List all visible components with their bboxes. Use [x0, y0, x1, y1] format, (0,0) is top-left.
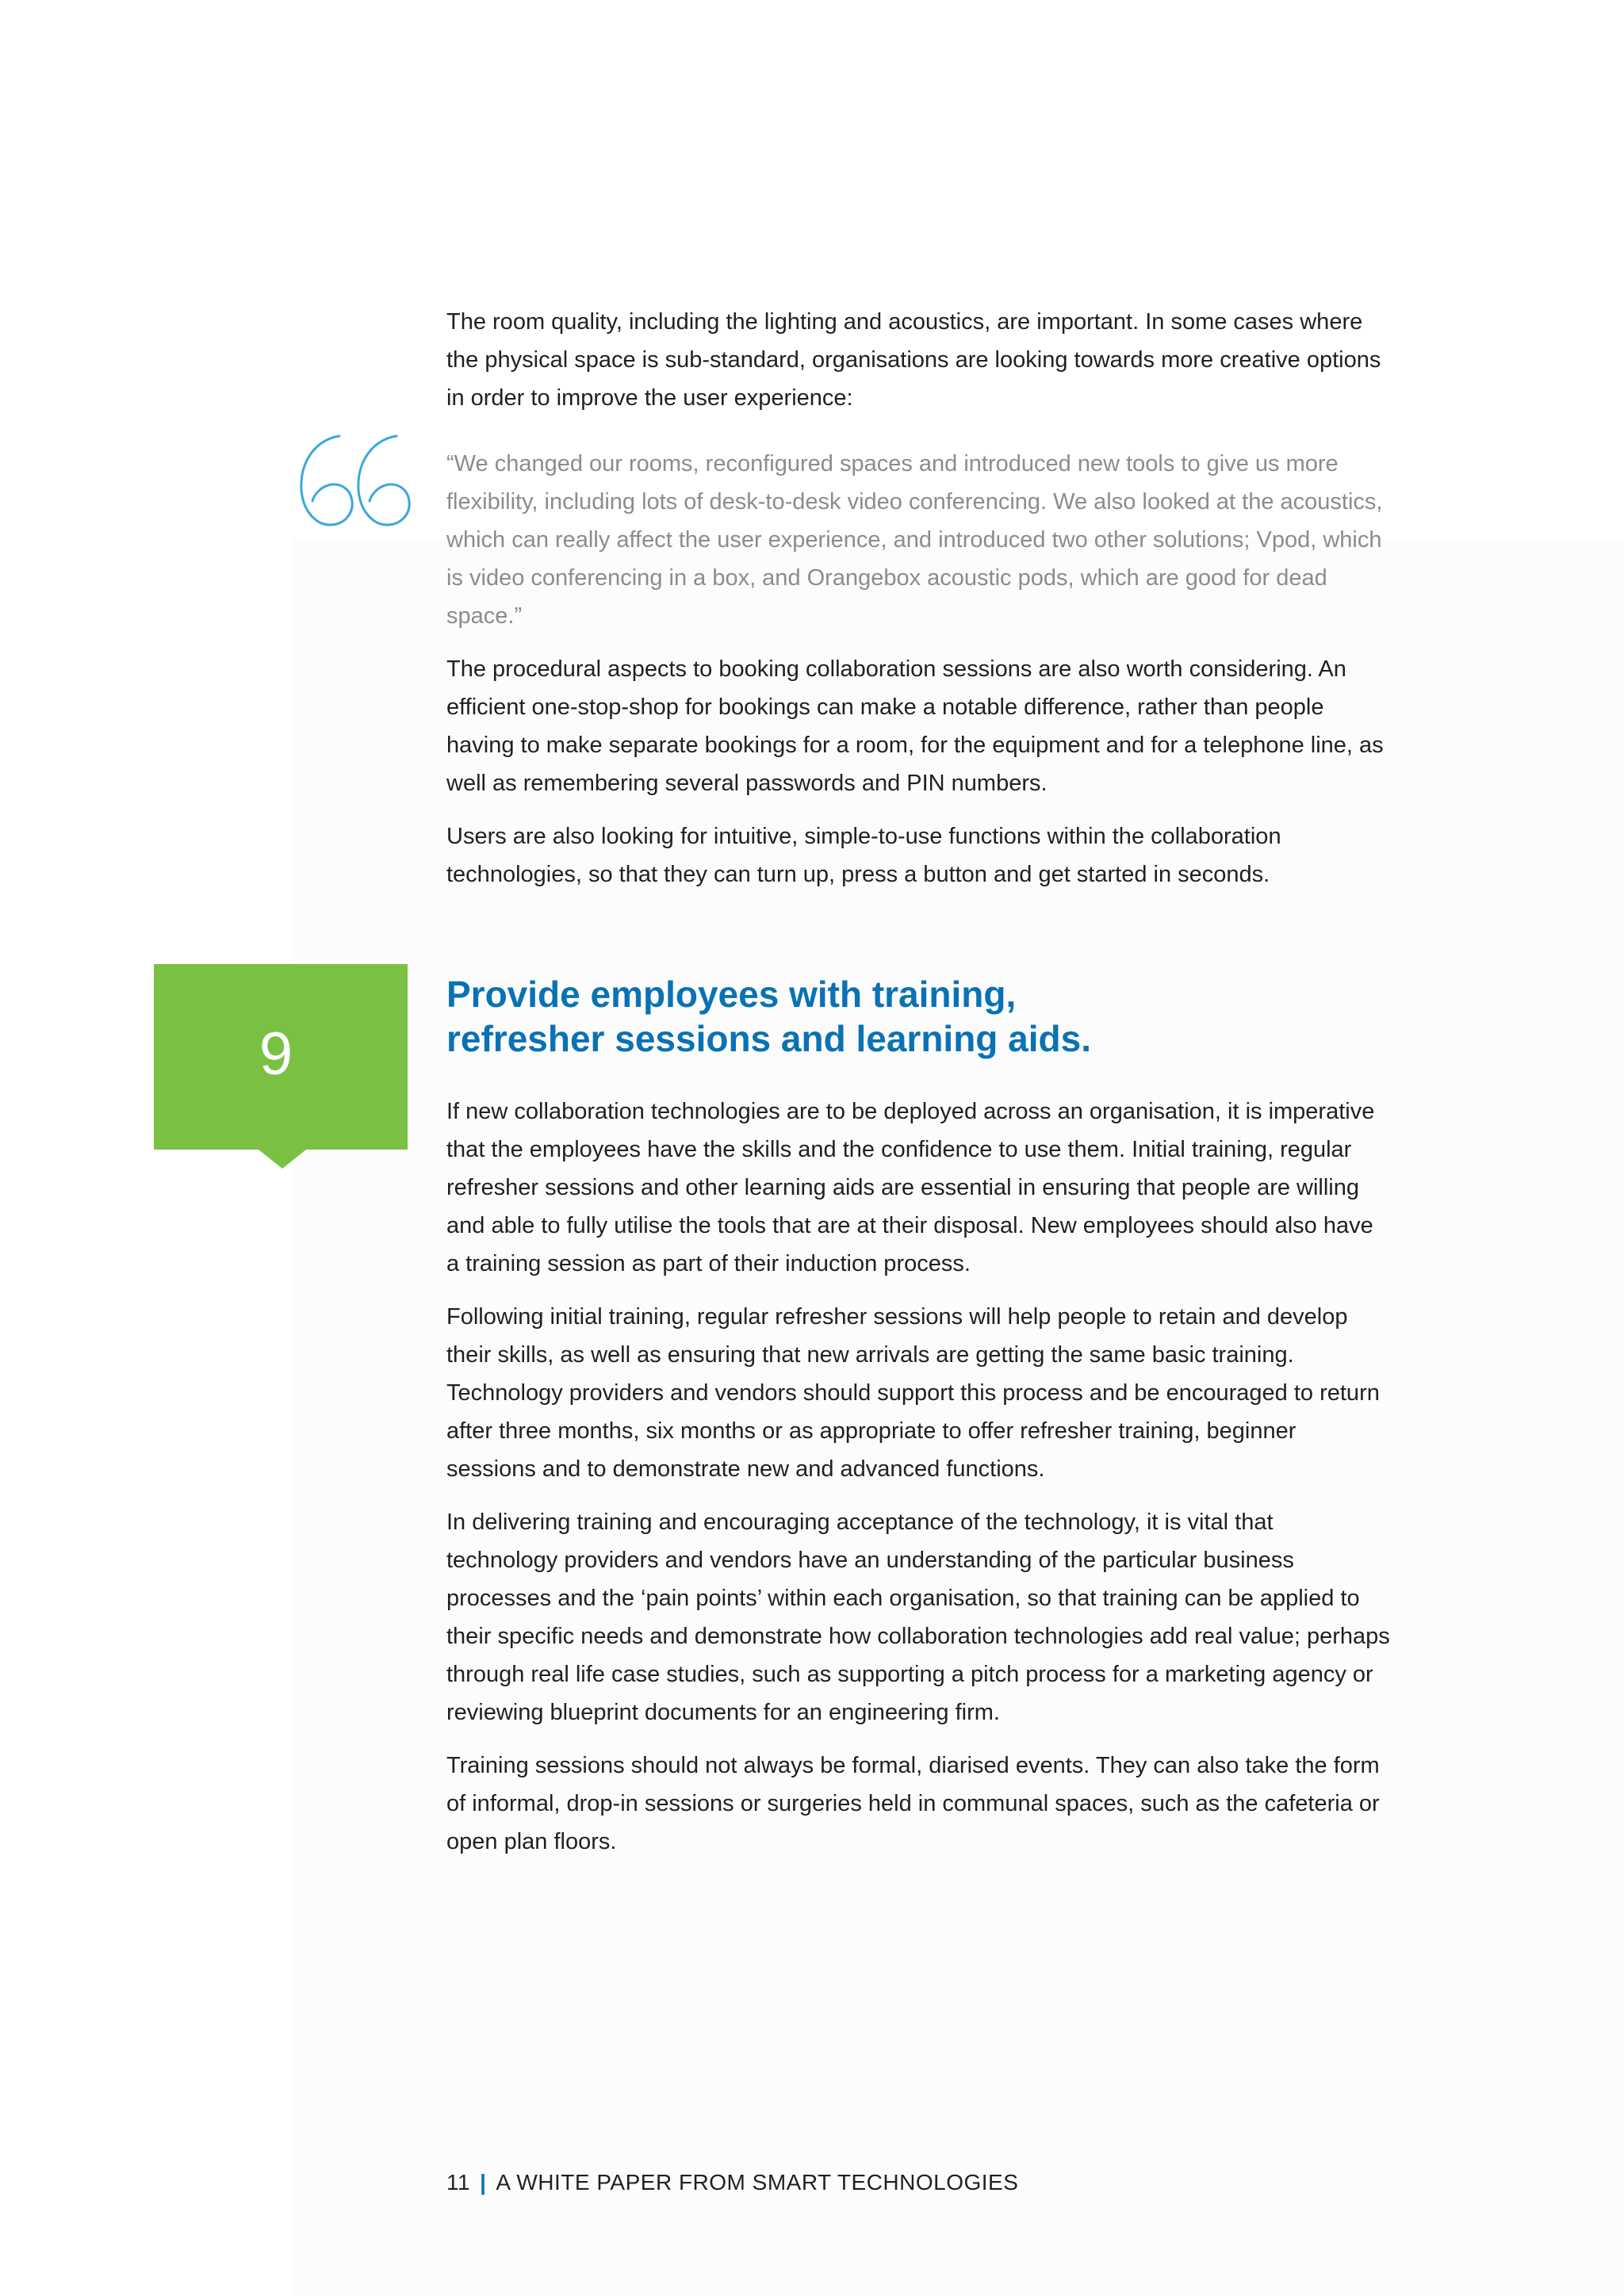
- body-paragraph: Users are also looking for intuitive, simple-to-use functions within the collaboration technologies, so that they can turn up, press a button and get started in seconds.: [446, 824, 1281, 887]
- section-number-badge: [154, 964, 408, 1150]
- section-heading: [446, 972, 1390, 1061]
- section-badge-pointer: [259, 1150, 306, 1169]
- intro-paragraph: The room quality, including the lighting and acoustics, are important. In some cases where the physical space is sub-standard, organisations are looking towards more creative options in order to improve the user experience:: [446, 309, 1381, 411]
- pull-quote: “We changed our rooms, reconfigured spaces and introduced new tools to give us more flexibility, including lots of desk-to-desk video conferencing. We also looked at the acoustics, which can really affect the user experience, and introduced two other solutions; Vpod, which is video conferencing in a box, and Orangebox acoustic pods, which are good for dead space.”: [446, 451, 1383, 629]
- section-content: [446, 1093, 1390, 1876]
- section-paragraph: If new collaboration technologies are to be deployed across an organisation, it is imperative that the employees have the skills and the confidence to use them. Initial training, regular refresher sessions and other learning aids are essential in ensuring that people are willing and able to fully utilise the tools that are at their disposal. New employees should also have a training session as part of their induction process.: [446, 1099, 1375, 1276]
- section-number: 9: [259, 1020, 293, 1088]
- page-footer: [446, 2170, 1018, 2195]
- open-quote-icon: [293, 428, 412, 531]
- footer-title: A WHITE PAPER FROM SMART TECHNOLOGIES: [496, 2170, 1019, 2195]
- body-paragraph: The procedural aspects to booking collaboration sessions are also worth considering. An efficient one-stop-shop for bookings can make a notable difference, rather than people having to make separate bookings for a room, for the equipment and for a telephone line, as well as remembering several passwords and PIN numbers.: [446, 656, 1384, 796]
- section-paragraph: Following initial training, regular refresher sessions will help people to retain and develop their skills, as well as ensuring that new arrivals are getting the same basic training. Technology providers and vendors should support this process and be encouraged to return after three months, six months or as appropriate to offer refresher training, beginner sessions and to demonstrate new and advanced functions.: [446, 1304, 1380, 1482]
- section-heading-line2: refresher sessions and learning aids.: [446, 1018, 1091, 1059]
- top-content: [446, 303, 1390, 909]
- section-heading-line1: Provide employees with training,: [446, 974, 1017, 1015]
- section-paragraph: In delivering training and encouraging acceptance of the technology, it is vital that technology providers and vendors have an understanding of the particular business processes and the ‘pain points’ within each organisation, so that training can be applied to their specific needs and demonstrate how collaboration technologies add real value; perhaps through real life case studies, such as supporting a pitch process for a marketing agency or reviewing blueprint documents for an engineering firm.: [446, 1510, 1390, 1725]
- section-paragraph: Training sessions should not always be formal, diarised events. They can also take the form of informal, drop-in sessions or surgeries held in communal spaces, such as the cafeteria or open plan floors.: [446, 1753, 1380, 1854]
- page-number: 11: [446, 2170, 471, 2195]
- footer-separator: |: [480, 2170, 487, 2195]
